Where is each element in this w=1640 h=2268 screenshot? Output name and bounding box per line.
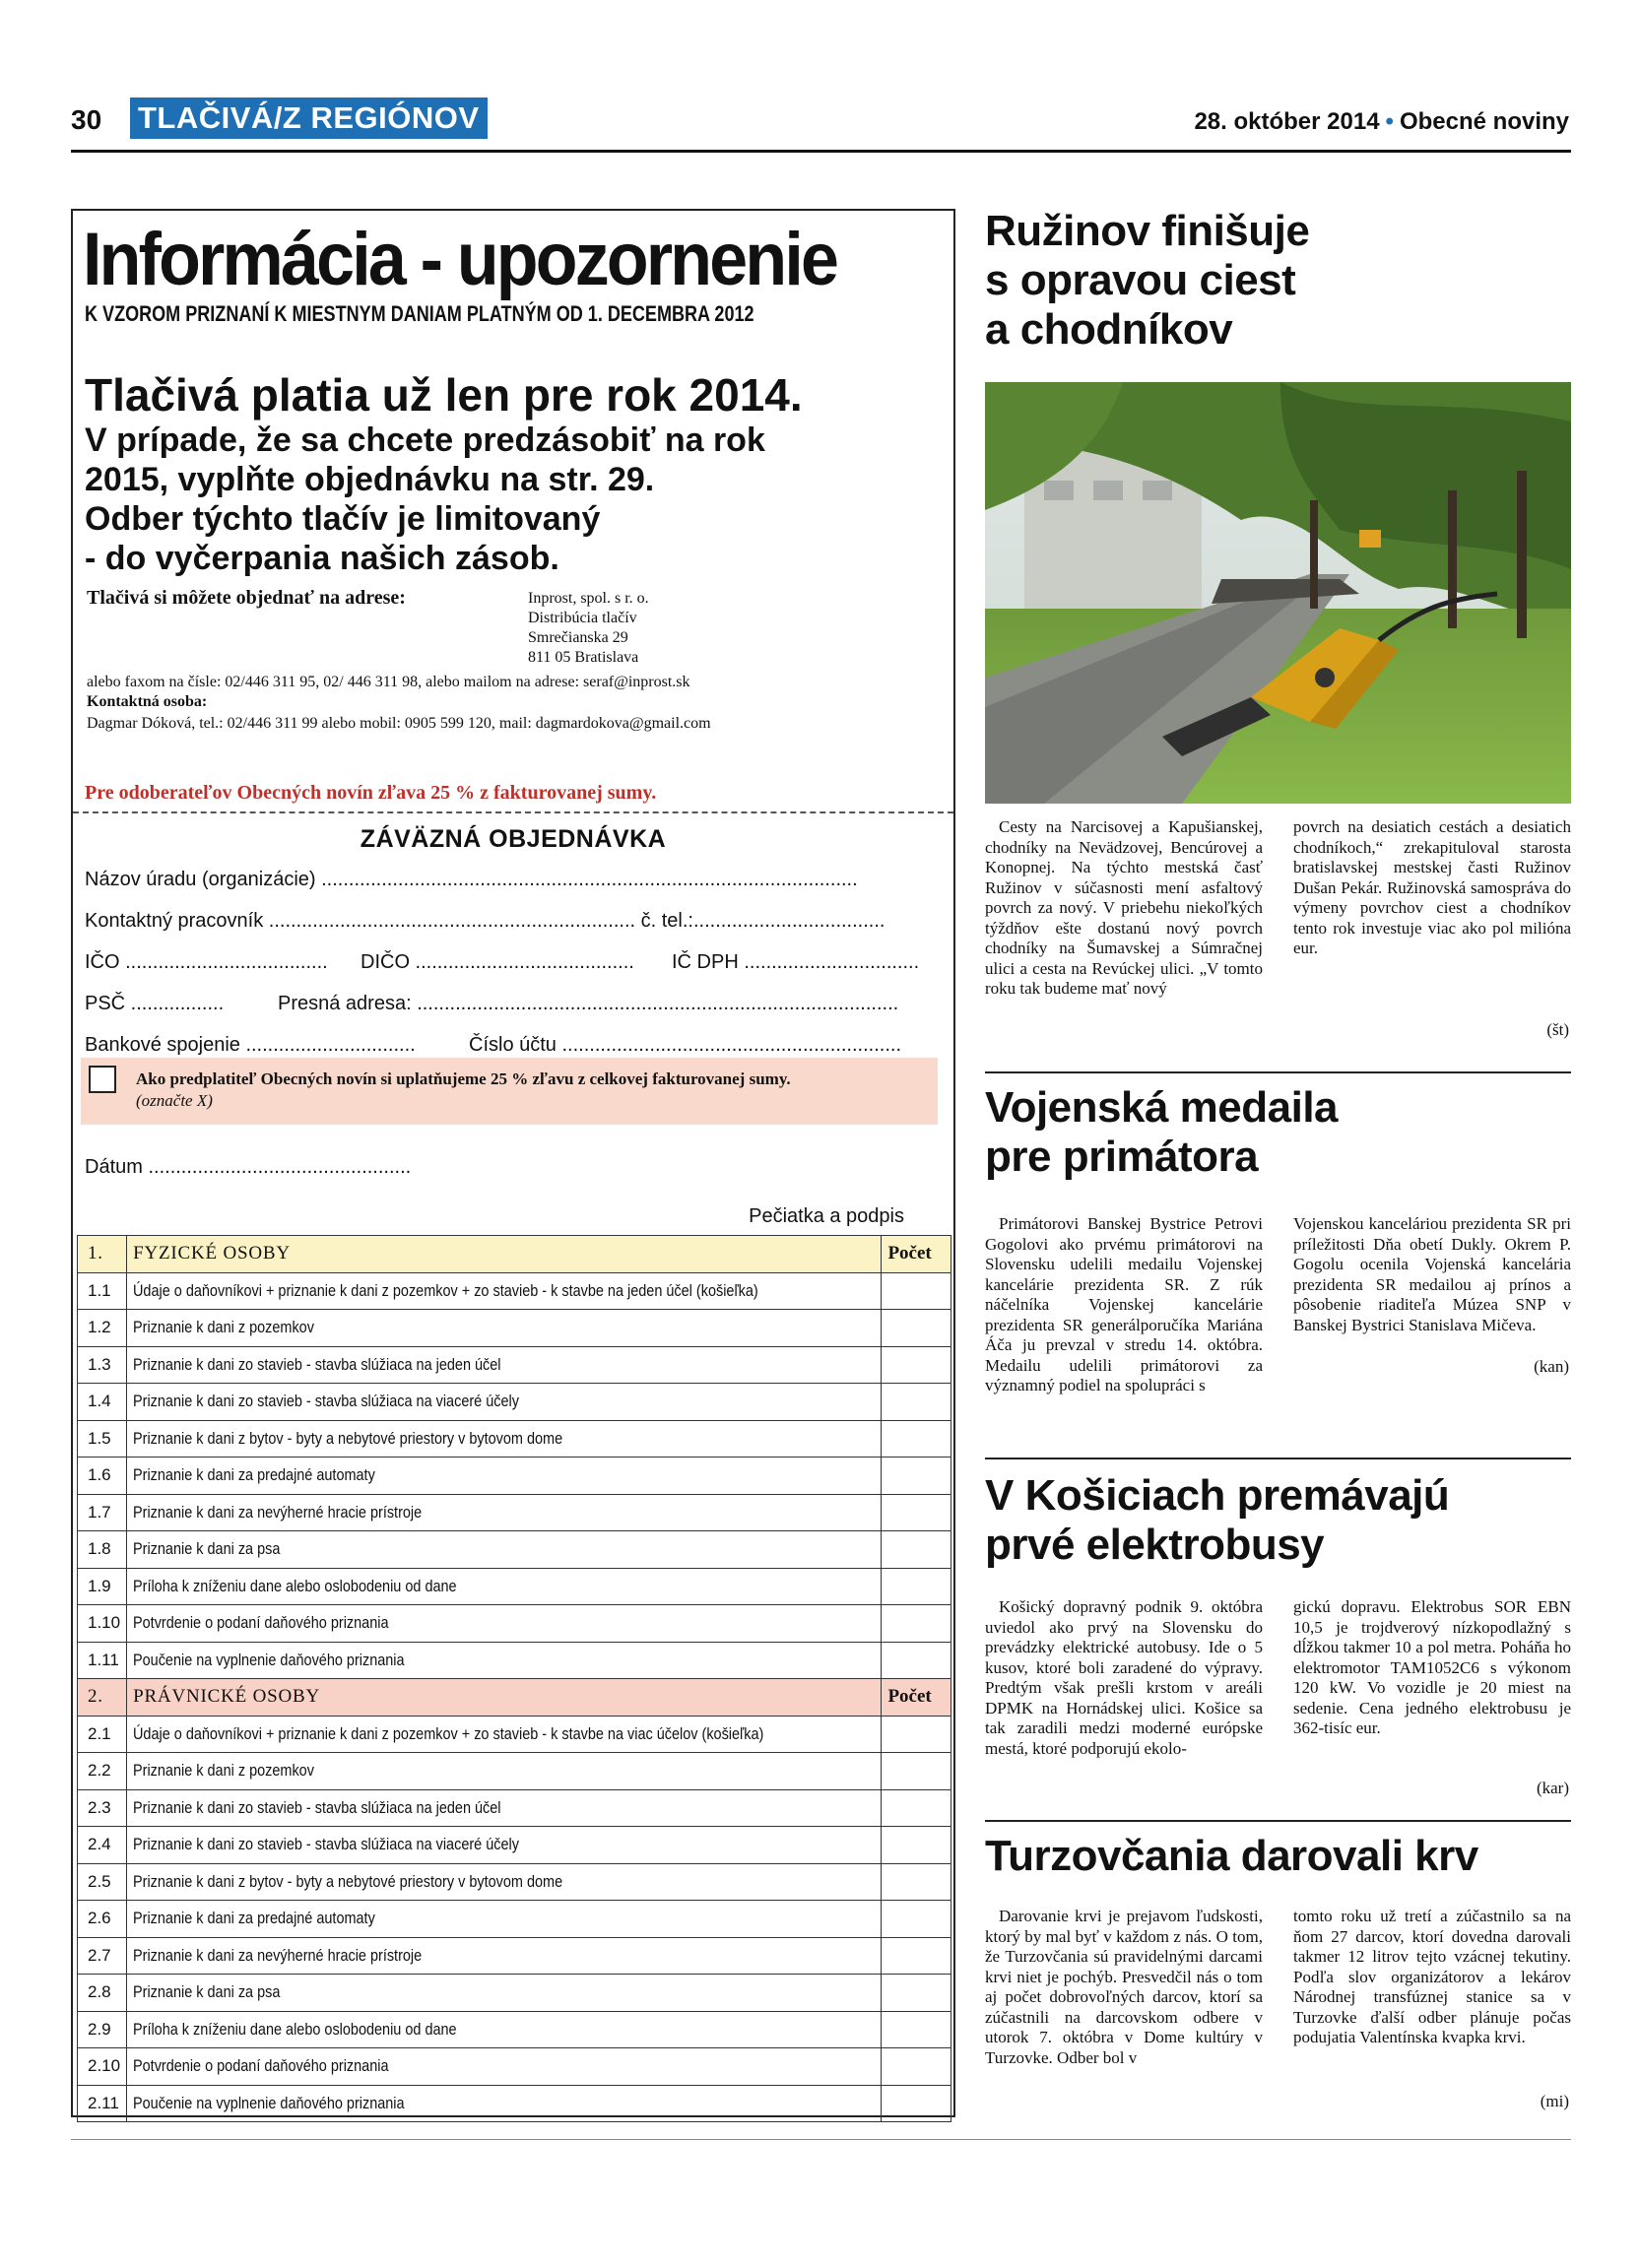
row-description-cell — [127, 2085, 882, 2122]
table-row — [78, 1531, 951, 1569]
contact-label: Kontaktná osoba: — [87, 693, 208, 710]
article-text: Darovanie krvi je prejavom ľudskosti, ktorý by mal byť v každom z nás. O tom, že Turzovčania sú pravidelnými darcami krvi niet je pochýb. Presvedčil nás o tom aj počet dobrovoľných darcov, ktorí sa zúčastnili na darcovskom odbere v utorok 7. októbra v Dome kultúry v Turzovke. Odber bol v — [985, 1907, 1263, 2067]
section-title: PRÁVNICKÉ OSOBY — [127, 1679, 882, 1717]
row-number: 1.10 — [78, 1605, 127, 1643]
row-description-cell — [127, 1458, 882, 1495]
article-headline — [985, 1832, 1478, 1881]
row-number: 1.8 — [78, 1531, 127, 1569]
row-description: Priznanie k dani z pozemkov — [133, 1318, 315, 1337]
publication-name: Obecné noviny — [1399, 108, 1569, 135]
row-description-cell — [127, 1272, 882, 1310]
warning-line: V prípade, že sa chcete predzásobiť na rok — [85, 421, 765, 459]
row-number: 2.2 — [78, 1753, 127, 1790]
section-title: FYZICKÉ OSOBY — [127, 1236, 882, 1273]
table-row — [78, 1937, 951, 1975]
count-input[interactable] — [882, 1753, 951, 1790]
row-description: Priznanie k dani z pozemkov — [133, 1761, 315, 1781]
row-description: Údaje o daňovníkovi + priznanie k dani z pozemkov + zo stavieb - k stavbe na jeden účel (košieľka) — [133, 1280, 758, 1300]
article-rule — [985, 1458, 1571, 1459]
count-input[interactable] — [882, 1346, 951, 1384]
article-rule — [985, 1071, 1571, 1073]
row-description: Príloha k zníženiu dane alebo oslobodeniu od dane — [133, 1576, 457, 1595]
row-number: 1.7 — [78, 1494, 127, 1531]
count-input[interactable] — [882, 1568, 951, 1605]
headline-line: Turzovčania darovali krv — [985, 1832, 1478, 1880]
contact-worker-field[interactable]: Kontaktný pracovník ................................................................... č. tel.:................................... — [85, 910, 886, 932]
address-block — [528, 589, 649, 668]
row-number: 1.1 — [78, 1272, 127, 1310]
warning-line: 2015, vyplňte objednávku na str. 29. — [85, 461, 655, 498]
row-number: 1.2 — [78, 1310, 127, 1347]
subscriber-discount-row — [81, 1058, 938, 1125]
table-row — [78, 1827, 951, 1864]
article-text: povrch na desiatich cestách a desiatich chodníkoch,“ zrekapituloval starosta bratislavskej mestskej časti Ružinov Dušan Pekár. Ružinovská samospráva do výmeny povrchov ciest a chodníkov tento rok investuje viac ako pol milióna eur. — [1293, 817, 1571, 957]
count-input[interactable] — [882, 1310, 951, 1347]
address-line: Inprost, spol. s r. o. — [528, 590, 649, 607]
table-row — [78, 1863, 951, 1901]
row-number: 2.3 — [78, 1789, 127, 1827]
warning-line: Odber týchto tlačív je limitovaný — [85, 500, 601, 538]
section-label: TLAČIVÁ/Z REGIÓNOV — [130, 97, 488, 139]
ico-field[interactable]: IČO ..................................... — [85, 951, 328, 973]
count-input[interactable] — [882, 1716, 951, 1753]
row-description: Potvrdenie o podaní daňového priznania — [133, 2056, 389, 2076]
row-number: 2.7 — [78, 1937, 127, 1975]
row-description-cell — [127, 2048, 882, 2086]
subscriber-check-label: Ako predplatiteľ Obecných novín si uplatňujeme 25 % zľavu z celkovej fakturovanej sumy. — [136, 1069, 791, 1088]
article-text: tomto roku už tretí a zúčastnilo sa na ňom 27 darcov, ktorí dovedna darovali takmer 12 litrov tejto vzácnej tekutiny. Podľa slov organizátorov a lekárov Národnej transfúznej stanice sa v Turzovke ďalší odber plánuje počas podujatia Valentínska kvapka krvi. — [1293, 1907, 1571, 2046]
contact-line: Dagmar Dóková, tel.: 02/446 311 99 alebo mobil: 0905 599 120, mail: dagmardokova@gmail.com — [87, 715, 711, 732]
row-number: 1.4 — [78, 1384, 127, 1421]
row-description: Priznanie k dani za predajné automaty — [133, 1909, 375, 1928]
notice-box — [71, 209, 955, 2117]
table-row — [78, 1310, 951, 1347]
road-repair-photo — [985, 382, 1571, 804]
subscriber-checkbox[interactable] — [89, 1066, 116, 1093]
article-headline — [985, 1083, 1338, 1182]
table-row — [78, 1642, 951, 1679]
headline-line: Ružinov finišuje — [985, 207, 1310, 255]
row-description-cell — [127, 1310, 882, 1347]
row-number: 1.11 — [78, 1642, 127, 1679]
count-input[interactable] — [882, 1642, 951, 1679]
table-row — [78, 1789, 951, 1827]
address-label: Tlačivá si môžete objednať na adrese: — [87, 587, 406, 609]
row-description: Poučenie na vyplnenie daňového priznania — [133, 1650, 405, 1669]
count-input[interactable] — [882, 1384, 951, 1421]
row-description: Priznanie k dani zo stavieb - stavba slúžiaca na viaceré účely — [133, 1392, 520, 1411]
row-description-cell — [127, 1753, 882, 1790]
count-input[interactable] — [882, 1975, 951, 2012]
table-row — [78, 1605, 951, 1643]
table-row — [78, 1420, 951, 1458]
bank-field[interactable]: Bankové spojenie ............................... — [85, 1034, 416, 1056]
row-description-cell — [127, 1346, 882, 1384]
row-number: 2.11 — [78, 2085, 127, 2122]
row-description: Priznanie k dani za psa — [133, 1982, 281, 2002]
count-input[interactable] — [882, 1901, 951, 1938]
count-header: Počet — [882, 1679, 951, 1717]
count-input[interactable] — [882, 1789, 951, 1827]
article-body-column — [1293, 1907, 1571, 2048]
discount-note: Pre odoberateľov Obecných novín zľava 25 % z fakturovanej sumy. — [85, 782, 657, 804]
row-description-cell — [127, 1789, 882, 1827]
table-row — [78, 1272, 951, 1310]
count-input[interactable] — [882, 1458, 951, 1495]
section-number: 2. — [78, 1679, 127, 1717]
row-description-cell — [127, 1642, 882, 1679]
count-input[interactable] — [882, 1494, 951, 1531]
article-text: Cesty na Narcisovej a Kapušianskej, chodníky na Nevädzovej, Bencúrovej a Konopnej. Na týchto mestská časť Ružinov v súčasnosti mení asfaltový povrch za nový. V priebehu niekoľkých týždňov ešte dostanú nový povrch chodníky na Šumavskej a Súmračnej ulici a cesta na Revúckej ulici. „V tomto roku tak budeme mať nový — [985, 817, 1263, 998]
table-row — [78, 1975, 951, 2012]
row-description: Priznanie k dani za psa — [133, 1539, 281, 1559]
article-signature: (mi) — [1540, 2092, 1569, 2110]
row-description: Priznanie k dani zo stavieb - stavba slúžiaca na jeden účel — [133, 1354, 501, 1374]
cut-line — [73, 811, 953, 813]
row-description-cell — [127, 1605, 882, 1643]
table-row — [78, 1346, 951, 1384]
row-description-cell — [127, 1975, 882, 2012]
row-description: Priznanie k dani za predajné automaty — [133, 1465, 375, 1485]
count-input[interactable] — [882, 1863, 951, 1901]
office-name-field[interactable]: Názov úradu (organizácie) .................................................................................................. — [85, 869, 858, 890]
separator-dot: • — [1385, 108, 1394, 135]
article-body-column — [985, 817, 1263, 1000]
row-description-cell — [127, 1863, 882, 1901]
table-row — [78, 1494, 951, 1531]
headline-line: prvé elektrobusy — [985, 1521, 1325, 1569]
forms-order-table — [77, 1235, 951, 2122]
row-number: 2.9 — [78, 2011, 127, 2048]
issue-date: 28. október 2014 — [1194, 108, 1380, 135]
count-header: Počet — [882, 1236, 951, 1273]
article-body-column — [1293, 1214, 1571, 1335]
footer-rule — [71, 2139, 1571, 2140]
row-description: Poučenie na vyplnenie daňového priznania — [133, 2093, 405, 2112]
row-description: Príloha k zníženiu dane alebo oslobodeniu od dane — [133, 2019, 457, 2039]
count-input[interactable] — [882, 2085, 951, 2122]
row-number: 1.3 — [78, 1346, 127, 1384]
article-signature: (št) — [1546, 1020, 1569, 1039]
count-input[interactable] — [882, 1272, 951, 1310]
article-body-column — [1293, 817, 1571, 959]
row-description-cell — [127, 1937, 882, 1975]
address-field[interactable]: Presná adresa: ........................................................................................ — [278, 993, 899, 1014]
article-signature: (kar) — [1536, 1779, 1569, 1797]
article-headline — [985, 1471, 1449, 1570]
row-number: 2.1 — [78, 1716, 127, 1753]
count-input[interactable] — [882, 1605, 951, 1643]
table-section-header — [78, 1236, 951, 1273]
row-description: Priznanie k dani z bytov - byty a nebytové priestory v bytovom dome — [133, 1871, 563, 1891]
count-input[interactable] — [882, 1827, 951, 1864]
article-signature: (kan) — [1534, 1357, 1569, 1376]
header-rule — [71, 150, 1571, 153]
count-input[interactable] — [882, 2011, 951, 2048]
table-row — [78, 2085, 951, 2122]
date-field[interactable]: Dátum ................................................ — [85, 1156, 412, 1178]
table-row — [78, 2011, 951, 2048]
notice-subtitle: K VZOROM PRIZNANÍ K MIESTNYM DANIAM PLATNÝM OD 1. DECEMBRA 2012 — [85, 301, 754, 326]
article-text: gickú dopravu. Elektrobus SOR EBN 10,5 je trojdverový nízkopodlažný s dĺžkou takmer 10 a pol metra. Poháňa ho elektromotor TAM1052C6 s výkonom 120 kW. Vo vozidle je 20 miest na sedenie. Cena jedného elektrobusu je 362-tisíc eur. — [1293, 1597, 1571, 1737]
count-input[interactable] — [882, 1531, 951, 1569]
article-body-column — [985, 1597, 1263, 1759]
row-description-cell — [127, 2011, 882, 2048]
row-number: 1.6 — [78, 1458, 127, 1495]
article-text: Vojenskou kanceláriou prezidenta SR pri príležitosti Dňa obetí Dukly. Okrem P. Gogolu ocenila Vojenská kancelária prezidenta SR medailou aj prínos a pôsobenie riaditeľa Múzea SNP v Banskej Bystrici Stanislava Mičeva. — [1293, 1214, 1571, 1334]
psc-field[interactable]: PSČ ................. — [85, 993, 225, 1014]
count-input[interactable] — [882, 2048, 951, 2086]
table-row — [78, 1901, 951, 1938]
row-number: 2.10 — [78, 2048, 127, 2086]
row-description-cell — [127, 1568, 882, 1605]
masthead — [1194, 108, 1569, 136]
ic-dph-field[interactable]: IČ DPH ................................ — [672, 951, 920, 973]
row-description: Priznanie k dani z bytov - byty a nebytové priestory v bytovom dome — [133, 1428, 563, 1448]
table-row — [78, 1384, 951, 1421]
article-body-column — [985, 1907, 1263, 2068]
headline-line: s opravou ciest — [985, 256, 1296, 304]
table-row — [78, 2048, 951, 2086]
row-number: 1.9 — [78, 1568, 127, 1605]
row-description-cell — [127, 1494, 882, 1531]
headline-line: V Košiciach premávajú — [985, 1471, 1450, 1520]
section-number: 1. — [78, 1236, 127, 1273]
row-description: Priznanie k dani zo stavieb - stavba slúžiaca na jeden účel — [133, 1797, 501, 1817]
row-number: 1.5 — [78, 1420, 127, 1458]
order-title: ZÁVÄZNÁ OBJEDNÁVKA — [360, 825, 667, 853]
account-field[interactable]: Číslo účtu .............................................................. — [469, 1034, 901, 1056]
road-repair-photo-graphic — [985, 382, 1571, 804]
article-headline — [985, 207, 1309, 355]
headline-line: Vojenská medaila — [985, 1083, 1339, 1132]
table-row — [78, 1568, 951, 1605]
row-description-cell — [127, 1420, 882, 1458]
headline-line: pre primátora — [985, 1133, 1259, 1181]
page-number: 30 — [71, 104, 102, 135]
table-section-header — [78, 1679, 951, 1717]
row-description: Priznanie k dani za nevýherné hracie prístroje — [133, 1502, 423, 1522]
row-description-cell — [127, 1901, 882, 1938]
fax-line: alebo faxom na čísle: 02/446 311 95, 02/ 446 311 98, alebo mailom na adrese: seraf@inprost.sk — [87, 674, 690, 690]
row-description-cell — [127, 1827, 882, 1864]
row-description: Potvrdenie o podaní daňového priznania — [133, 1613, 389, 1633]
address-line: Distribúcia tlačív — [528, 610, 637, 626]
row-description-cell — [127, 1384, 882, 1421]
row-number: 2.6 — [78, 1901, 127, 1938]
headline-line: a chodníkov — [985, 305, 1233, 354]
row-number: 2.4 — [78, 1827, 127, 1864]
address-line: Smrečianska 29 — [528, 629, 628, 646]
count-input[interactable] — [882, 1937, 951, 1975]
article-text: Primátorovi Banskej Bystrice Petrovi Gogolovi ako prvému primátorovi na Slovensku udelili medailu Vojenskej kancelárie prezidenta SR. Z rúk náčelníka Vojenskej kancelárie prezidenta SR generálporučíka Mariána Áča ju prevzal v stredu 14. októbra. Medailu udelili primátorovi za významný podiel na spolupráci s — [985, 1214, 1263, 1394]
table-row — [78, 1458, 951, 1495]
table-row — [78, 1753, 951, 1790]
article-body-column — [985, 1214, 1263, 1396]
row-number: 2.5 — [78, 1863, 127, 1901]
notice-title: Informácia - upozornenie — [83, 218, 837, 301]
row-description: Údaje o daňovníkovi + priznanie k dani z pozemkov + zo stavieb - k stavbe na viac účelov (košieľka) — [133, 1723, 764, 1743]
address-line: 811 05 Bratislava — [528, 649, 639, 666]
row-description: Priznanie k dani za nevýherné hracie prístroje — [133, 1945, 423, 1965]
article-text: Košický dopravný podnik 9. októbra uviedol ako prvý na Slovensku do prevádzky elektrické autobusy. Ide o 5 kusov, ktoré boli zaradené do výpravy. Predtým však prešli krstom v areáli DPMK na Hornádskej ulici. Košice sa tak zaradili medzi moderné európske mestá, ktoré podporujú ekolo- — [985, 1597, 1263, 1758]
row-description-cell — [127, 1531, 882, 1569]
warning-line: - do vyčerpania našich zásob. — [85, 540, 559, 577]
check-note: (označte X) — [136, 1091, 213, 1110]
row-description-cell — [127, 1716, 882, 1753]
article-rule — [985, 1820, 1571, 1822]
article-body-column — [1293, 1597, 1571, 1739]
warning-headline: Tlačivá platia už len pre rok 2014. — [85, 369, 803, 421]
row-description: Priznanie k dani zo stavieb - stavba slúžiaca na viaceré účely — [133, 1835, 520, 1854]
dic-field[interactable]: DIČO ........................................ — [361, 951, 634, 973]
stamp-signature-label: Pečiatka a podpis — [749, 1205, 904, 1227]
row-number: 2.8 — [78, 1975, 127, 2012]
table-row — [78, 1716, 951, 1753]
count-input[interactable] — [882, 1420, 951, 1458]
